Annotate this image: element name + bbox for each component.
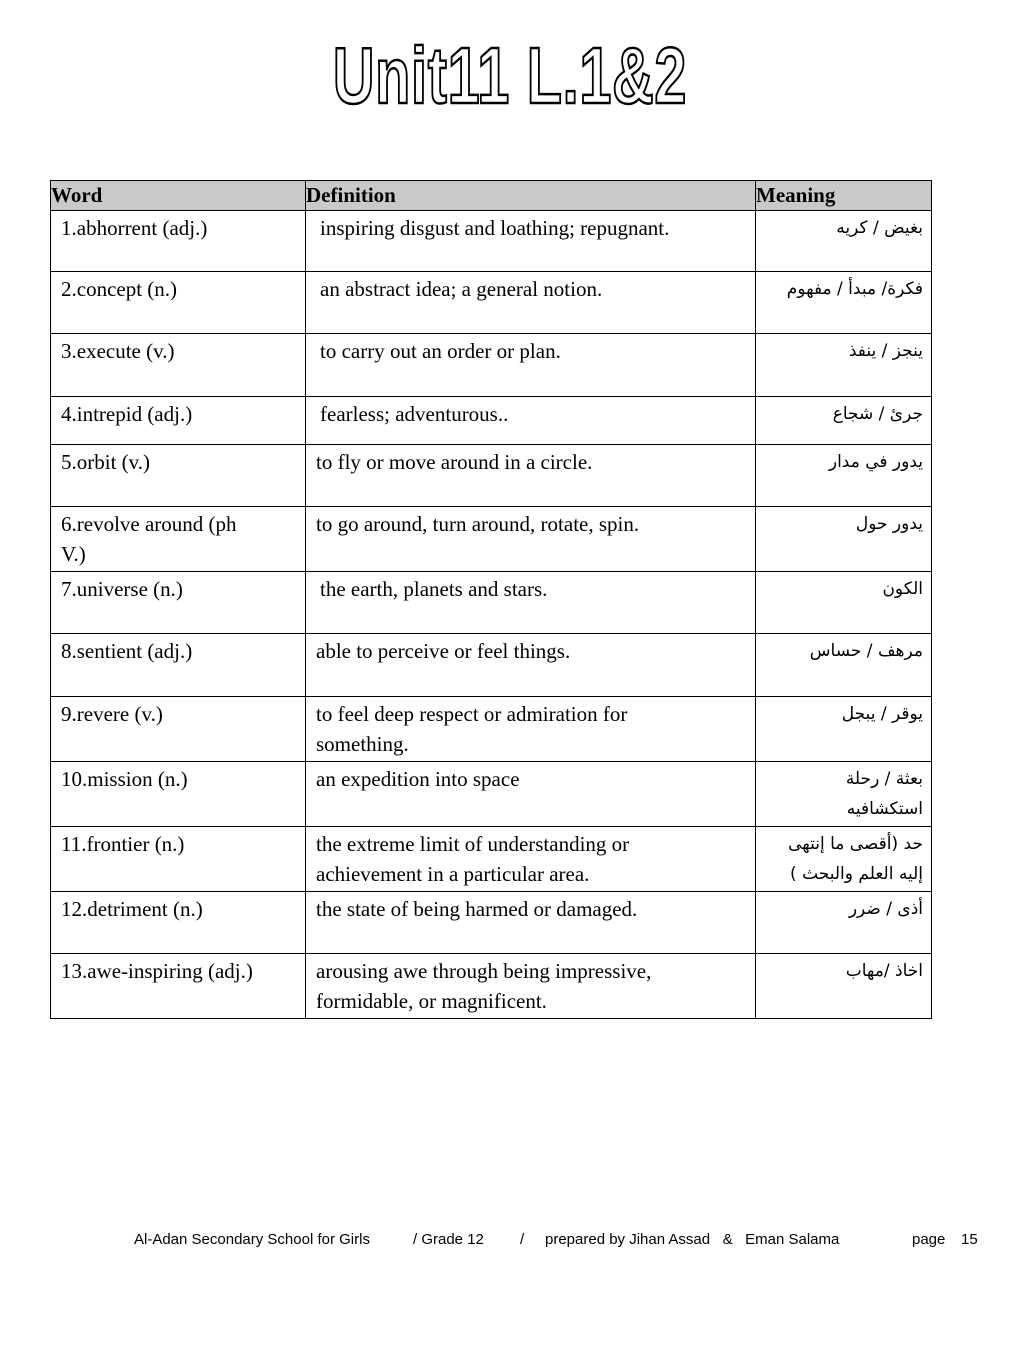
table-row (51, 697, 932, 762)
word-cell: 6.revolve around (ph V.) (51, 507, 306, 572)
definition-cell: to feel deep respect or admiration for something. (306, 697, 756, 762)
meaning-cell (756, 334, 932, 397)
footer-school: Al-Adan Secondary School for Girls (134, 1231, 370, 1248)
word-cell: 7.universe (n.) (51, 572, 306, 634)
table-header-row (51, 181, 932, 211)
meaning-text: مرهف / حساس (809, 641, 923, 661)
table-row (51, 334, 932, 397)
word-cell: 1.abhorrent (adj.) (51, 211, 306, 272)
meaning-cell (756, 507, 932, 572)
meaning-text: فكرة/ مبدأ / مفهوم (786, 279, 923, 299)
table-row (51, 211, 932, 272)
meaning-text: يوقر / يبجل (841, 704, 923, 724)
meaning-text: ينجز / ينفذ (848, 341, 923, 361)
footer-grade: / Grade 12 (413, 1231, 484, 1248)
meaning-cell (756, 697, 932, 762)
meaning-cell (756, 445, 932, 507)
word-cell: 13.awe-inspiring (adj.) (51, 954, 306, 1019)
meaning-cell (756, 272, 932, 334)
table-row (51, 827, 932, 892)
definition-cell: fearless; adventurous.. (306, 397, 756, 445)
meaning-cell (756, 572, 932, 634)
meaning-text: اخاذ /مهاب (845, 961, 923, 981)
definition-cell: to go around, turn around, rotate, spin. (306, 507, 756, 572)
meaning-text: إليه العلم والبحث ) (790, 864, 923, 884)
definition-cell: the earth, planets and stars. (306, 572, 756, 634)
word-cell: 5.orbit (v.) (51, 445, 306, 507)
meaning-cell (756, 634, 932, 697)
header-meaning: Meaning (756, 181, 932, 211)
table-row (51, 954, 932, 1019)
meaning-cell (756, 892, 932, 954)
table-row (51, 272, 932, 334)
meaning-cell (756, 954, 932, 1019)
page-footer (0, 1230, 1020, 1370)
word-cell: 11.frontier (n.) (51, 827, 306, 892)
definition-cell: to fly or move around in a circle. (306, 445, 756, 507)
table-row (51, 572, 932, 634)
meaning-cell (756, 827, 932, 892)
meaning-text: الكون (882, 579, 923, 599)
table-row (51, 397, 932, 445)
table-row (51, 762, 932, 827)
header-definition: Definition (306, 181, 756, 211)
footer-page-number: 15 (961, 1231, 978, 1248)
word-cell: 12.detriment (n.) (51, 892, 306, 954)
meaning-text: بعثة / رحلة (845, 769, 923, 789)
word-cell: 3.execute (v.) (51, 334, 306, 397)
table-row (51, 445, 932, 507)
word-cell: 2.concept (n.) (51, 272, 306, 334)
meaning-text: يدور حول (855, 514, 923, 534)
vocabulary-table (50, 180, 932, 1019)
definition-cell: to carry out an order or plan. (306, 334, 756, 397)
footer-page-label: page (912, 1231, 946, 1248)
header-word: Word (51, 181, 306, 211)
definition-cell: an abstract idea; a general notion. (306, 272, 756, 334)
meaning-text: استكشافيه (846, 799, 923, 819)
definition-cell: arousing awe through being impressive, formidable, or magnificent. (306, 954, 756, 1019)
meaning-cell (756, 211, 932, 272)
meaning-text: أذى / ضرر (848, 899, 923, 919)
word-cell: 4.intrepid (adj.) (51, 397, 306, 445)
word-cell: 8.sentient (adj.) (51, 634, 306, 697)
footer-separator: / (520, 1231, 525, 1248)
meaning-text: حد (أقصى ما إنتهى (788, 834, 923, 854)
definition-cell: an expedition into space (306, 762, 756, 827)
table-row (51, 892, 932, 954)
meaning-text: يدور في مدار (828, 452, 923, 472)
page-title: Unit11 L.1&2 (332, 31, 688, 120)
meaning-text: بغيض / كريه (836, 218, 923, 238)
meaning-cell (756, 397, 932, 445)
definition-cell: the extreme limit of understanding or achievement in a particular area. (306, 827, 756, 892)
table-row (51, 634, 932, 697)
definition-cell: able to perceive or feel things. (306, 634, 756, 697)
word-cell: 9.revere (v.) (51, 697, 306, 762)
word-cell: 10.mission (n.) (51, 762, 306, 827)
footer-prepared-by: prepared by Jihan Assad & Eman Salama (545, 1231, 840, 1248)
table-row (51, 507, 932, 572)
meaning-text: جرئ / شجاع (832, 404, 923, 424)
definition-cell: the state of being harmed or damaged. (306, 892, 756, 954)
definition-cell: inspiring disgust and loathing; repugnant. (306, 211, 756, 272)
meaning-cell (756, 762, 932, 827)
